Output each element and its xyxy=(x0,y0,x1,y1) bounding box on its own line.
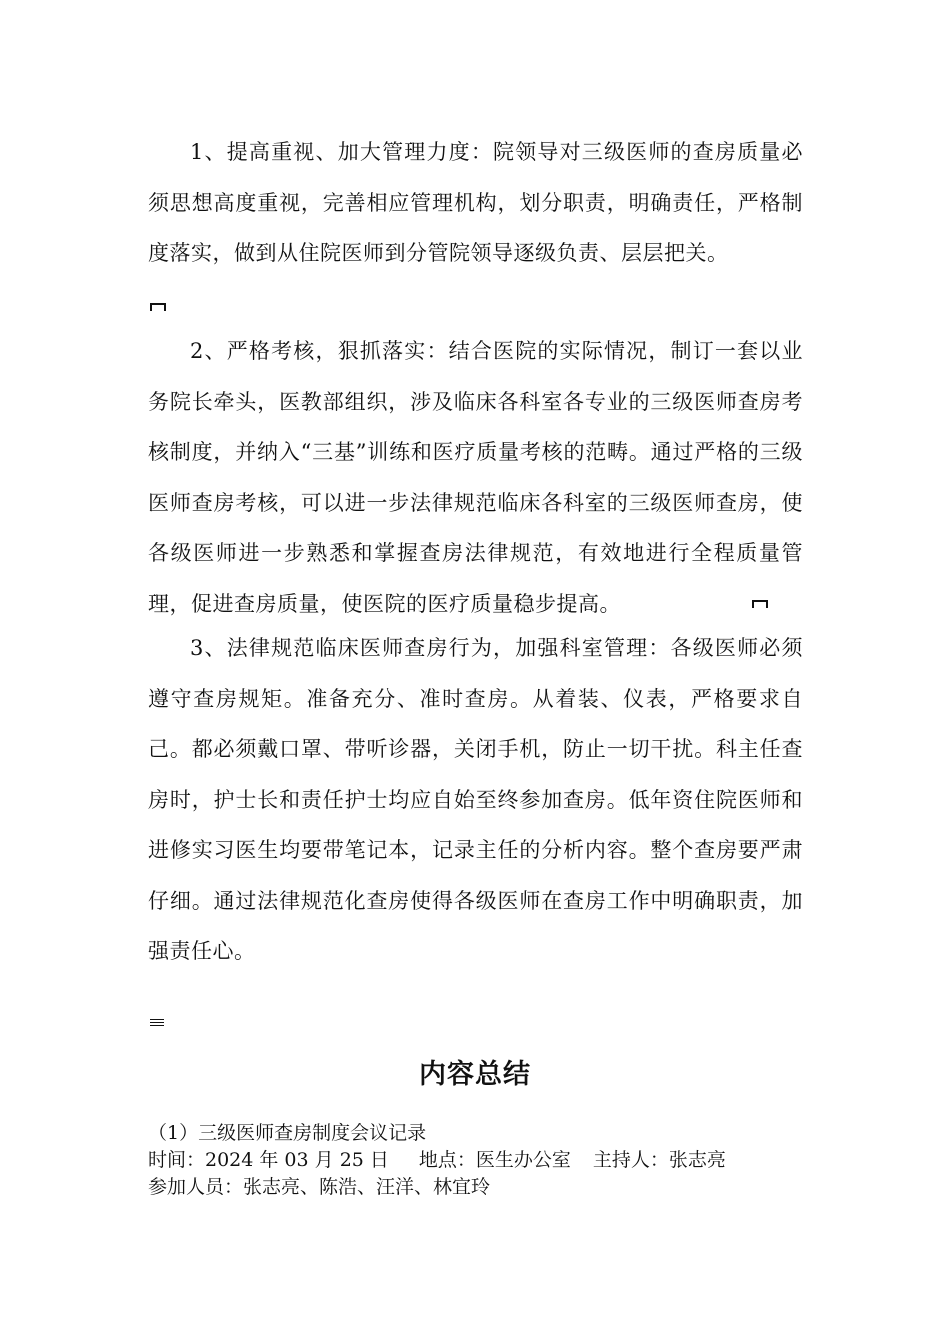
summary-title: 内容总结 xyxy=(419,1059,531,1090)
summary-heading: （1）三级医师查房制度会议记录 xyxy=(148,1122,427,1144)
meeting-attendees: 参加人员：张志亮、陈浩、汪洋、林宜玲 xyxy=(148,1176,491,1198)
paragraph-3: 3、法律规范临床医师查房行为，加强科室管理：各级医师必须遵守查房规矩。准备充分、准时查房。从着装、仪表，严格要求自己。都必须戴口罩、带听诊器，关闭手机，防止一切干扰。科主任查房时，护士长和责任护士均应自始至终参加查房。低年资住院医师和进修实习医生均要带笔记本，记录主任的分析内容。整个查房要严肃仔细。通过法律规范化查房使得各级医师在查房工作中明确职责，加强责任心。 xyxy=(148,636,803,963)
paragraph-mark-2 xyxy=(752,600,768,608)
paragraph-2: 2、严格考核，狠抓落实：结合医院的实际情况，制订一套以业务院长牵头，医教部组织，涉及临床各科室各专业的三级医师查房考核制度，并纳入“三基”训练和医疗质量考核的范畴。通过严格的三级医师查房考核，可以进一步法律规范临床各科室的三级医师查房，使各级医师进一步熟悉和掌握查房法律规范，有效地进行全程质量管理，促进查房质量，使医院的医疗质量稳步提高。 xyxy=(148,339,803,616)
section-break-mark xyxy=(150,1017,164,1026)
meeting-location: 地点：医生办公室 xyxy=(418,1149,571,1171)
paragraph-mark-1 xyxy=(150,303,166,311)
summary-block xyxy=(148,1120,848,1201)
meeting-time: 时间：2024 年 03 月 25 日 xyxy=(148,1149,389,1171)
paragraph-1: 1、提高重视、加大管理力度：院领导对三级医师的查房质量必须思想高度重视，完善相应管理机构，划分职责，明确责任，严格制度落实，做到从住院医师到分管院领导逐级负责、层层把关。 xyxy=(148,140,803,265)
meeting-info-line xyxy=(148,1147,848,1174)
meeting-host: 主持人：张志亮 xyxy=(592,1149,726,1171)
